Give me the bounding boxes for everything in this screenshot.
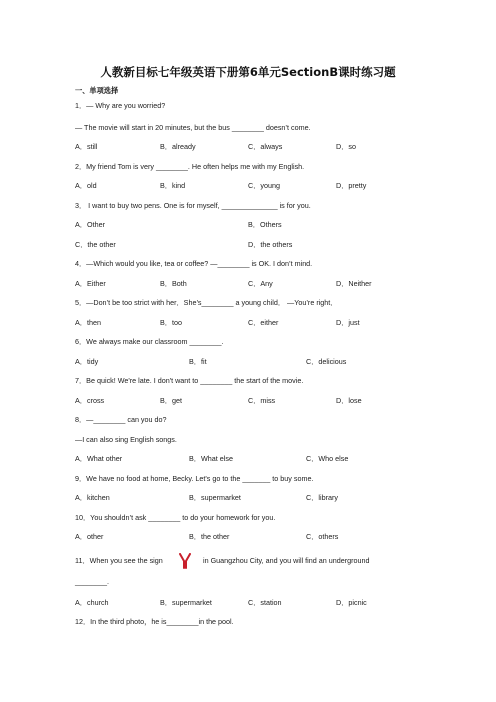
q4-option-b: B．Both: [160, 279, 187, 288]
metro-sign-icon: [179, 553, 191, 569]
q3-option-b: B．Others: [248, 220, 282, 229]
q5-option-d: D．just: [336, 318, 360, 327]
q7-option-a: A．cross: [75, 396, 105, 405]
question-1-line-2: — The movie will start in 20 minutes, but the bus ________ doesn’t come.: [75, 123, 311, 132]
q7-option-c: C．miss: [248, 396, 276, 405]
question-1-line-1: 1．— Why are you worried?: [75, 101, 166, 110]
question-9: 9．We have no food at home, Becky. Let's go to the _______ to buy some.: [75, 474, 314, 483]
q2-option-a: A．old: [75, 181, 97, 190]
q1-option-b: B．already: [160, 142, 196, 151]
q9-option-b: B．supermarket: [189, 493, 241, 502]
q6-option-b: B．fit: [189, 357, 207, 366]
q1-option-c: C．always: [248, 142, 283, 151]
q11-option-d: D．picnic: [336, 598, 367, 607]
question-11-line-2: in Guangzhou City, and you will find an underground: [203, 556, 370, 565]
question-12: 12．In the third photo，he is________in the pool.: [75, 617, 234, 626]
page-title: 人教新目标七年级英语下册第6单元SectionB课时练习题: [100, 65, 396, 79]
question-2: 2．My friend Tom is very ________. He often helps me with my English.: [75, 162, 305, 171]
q10-option-b: B．the other: [189, 532, 230, 541]
question-3: 3． I want to buy two pens. One is for myself, ______________ is for you.: [75, 201, 311, 210]
section-heading: 一、单项选择: [75, 86, 119, 95]
q9-option-c: C．library: [306, 493, 338, 502]
q3-option-c: C．the other: [75, 240, 116, 249]
q11-option-a: A．church: [75, 598, 109, 607]
q2-option-c: C．young: [248, 181, 280, 190]
q2-option-d: D．pretty: [336, 181, 367, 190]
q7-option-d: D．lose: [336, 396, 362, 405]
q2-option-b: B．kind: [160, 181, 186, 190]
q4-option-c: C．Any: [248, 279, 273, 288]
q1-option-d: D．so: [336, 142, 356, 151]
question-11-line-1: 11．When you see the sign: [75, 556, 163, 565]
q4-option-a: A．Either: [75, 279, 106, 288]
q5-option-c: C．either: [248, 318, 279, 327]
question-6: 6．We always make our classroom ________.: [75, 337, 224, 346]
question-8-line-2: —I can also sing English songs.: [75, 435, 177, 444]
q1-option-a: A．still: [75, 142, 98, 151]
question-8-line-1: 8．—________ can you do?: [75, 415, 167, 424]
question-10: 10．You shouldn’t ask ________ to do your homework for you.: [75, 513, 276, 522]
q5-option-b: B．too: [160, 318, 182, 327]
q8-option-b: B．What else: [189, 454, 233, 463]
q3-option-d: D．the others: [248, 240, 293, 249]
question-5: 5．—Don’t be too strict with her．She’s________ a young child． —You’re right．: [75, 298, 338, 307]
q10-option-a: A．other: [75, 532, 104, 541]
q6-option-a: A．tidy: [75, 357, 99, 366]
q8-option-c: C．Who else: [306, 454, 349, 463]
q5-option-a: A．then: [75, 318, 101, 327]
q4-option-d: D．Neither: [336, 279, 372, 288]
q7-option-b: B．get: [160, 396, 182, 405]
q9-option-a: A．kitchen: [75, 493, 110, 502]
q11-option-c: C．station: [248, 598, 282, 607]
question-4: 4．—Which would you like, tea or coffee? —________ is OK. I don’t mind.: [75, 259, 313, 268]
question-11-line-3: ________.: [75, 577, 109, 586]
question-7: 7．Be quick! We're late. I don't want to ________ the start of the movie.: [75, 376, 304, 385]
q3-option-a: A．Other: [75, 220, 105, 229]
q8-option-a: A．What other: [75, 454, 123, 463]
q10-option-c: C．others: [306, 532, 339, 541]
q11-option-b: B．supermarket: [160, 598, 212, 607]
q6-option-c: C．delicious: [306, 357, 347, 366]
